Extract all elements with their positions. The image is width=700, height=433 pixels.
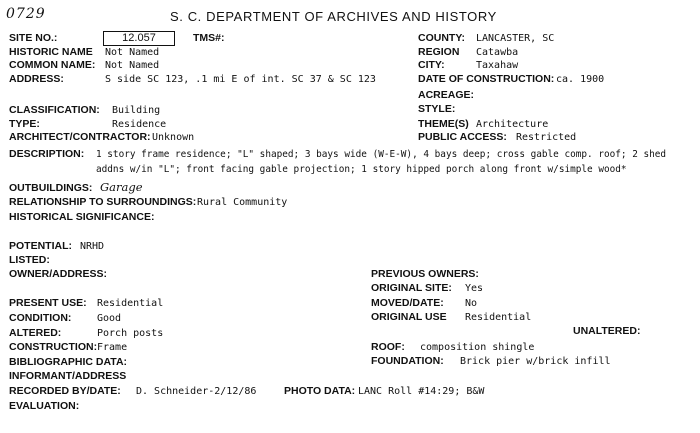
type-label: TYPE: (9, 118, 40, 130)
relationship-label: RELATIONSHIP TO SURROUNDINGS: (9, 196, 197, 208)
region-value: Catawba (476, 47, 519, 58)
architect-label: ARCHITECT/CONTRACTOR: (9, 131, 151, 143)
historical-significance-label: HISTORICAL SIGNIFICANCE: (9, 211, 155, 223)
classification-value: Building (112, 105, 161, 116)
photo-label: PHOTO DATA: (284, 385, 356, 397)
common-name-label: COMMON NAME: (9, 59, 96, 71)
themes-value: Architecture (476, 119, 549, 130)
original-site-label: ORIGINAL SITE: (371, 282, 452, 294)
recorded-value: D. Schneider-2/12/86 (136, 386, 257, 397)
bibliographic-label: BIBLIOGRAPHIC DATA: (9, 356, 128, 368)
city-value: Taxahaw (476, 60, 519, 71)
construction-label: CONSTRUCTION: (9, 341, 98, 353)
potential-label: POTENTIAL: (9, 240, 72, 252)
relationship-value: Rural Community (197, 197, 288, 208)
description-line-1: 1 story frame residence; "L" shaped; 3 bays wide (W-E-W), 4 bays deep; cross gable comp. roof; 2 shed (96, 149, 667, 160)
historic-name-value: Not Named (105, 47, 160, 58)
description-label: DESCRIPTION: (9, 148, 85, 160)
architect-value: Unknown (152, 132, 195, 143)
roof-label: ROOF: (371, 341, 405, 353)
page-title: S. C. DEPARTMENT OF ARCHIVES AND HISTORY (170, 9, 497, 24)
historic-name-label: HISTORIC NAME (9, 46, 93, 58)
present-use-label: PRESENT USE: (9, 297, 87, 309)
tms-label: TMS#: (193, 32, 225, 44)
unaltered-label: UNALTERED: (573, 325, 641, 337)
public-access-value: Restricted (516, 132, 577, 143)
county-label: COUNTY: (418, 32, 466, 44)
acreage-label: ACREAGE: (418, 89, 475, 101)
condition-label: CONDITION: (9, 312, 72, 324)
outbuildings-value: Garage (100, 180, 143, 194)
style-label: STYLE: (418, 103, 456, 115)
foundation-label: FOUNDATION: (371, 355, 444, 367)
description-line-2: addns w/in "L"; front facing gable projection; 1 story hipped porch along front w/simple wood* (96, 164, 627, 175)
previous-owners-label: PREVIOUS OWNERS: (371, 268, 479, 280)
common-name-value: Not Named (105, 60, 160, 71)
site-no-field: 12.057 (103, 31, 175, 46)
roof-value: composition shingle (420, 342, 535, 353)
site-no-label: SITE NO.: (9, 32, 58, 44)
recorded-label: RECORDED BY/DATE: (9, 385, 121, 397)
photo-value: LANC Roll #14:29; B&W (358, 386, 485, 397)
moved-date-label: MOVED/DATE: (371, 297, 444, 309)
date-construction-value: ca. 1900 (556, 74, 605, 85)
date-construction-label: DATE OF CONSTRUCTION: (418, 73, 555, 85)
foundation-value: Brick pier w/brick infill (460, 356, 611, 367)
construction-value: Frame (97, 342, 128, 353)
original-use-label: ORIGINAL USE (371, 311, 447, 323)
outbuildings-label: OUTBUILDINGS: (9, 182, 93, 194)
moved-date-value: No (465, 298, 478, 309)
type-value: Residence (112, 119, 167, 130)
condition-value: Good (97, 313, 122, 324)
altered-label: ALTERED: (9, 327, 62, 339)
listed-label: LISTED: (9, 254, 50, 266)
original-use-value: Residential (465, 312, 532, 323)
public-access-label: PUBLIC ACCESS: (418, 131, 507, 143)
city-label: CITY: (418, 59, 445, 71)
county-value: LANCASTER, SC (476, 33, 555, 44)
themes-label: THEME(S) (418, 118, 469, 130)
original-site-value: Yes (465, 283, 484, 294)
classification-label: CLASSIFICATION: (9, 104, 100, 116)
potential-value: NRHD (80, 241, 105, 252)
form-number: 0729 (6, 6, 46, 22)
altered-value: Porch posts (97, 328, 164, 339)
evaluation-label: EVALUATION: (9, 400, 80, 412)
region-label: REGION (418, 46, 460, 58)
owner-label: OWNER/ADDRESS: (9, 268, 108, 280)
informant-label: INFORMANT/ADDRESS (9, 370, 127, 382)
address-value: S side SC 123, .1 mi E of int. SC 37 & SC 123 (105, 74, 376, 85)
address-label: ADDRESS: (9, 73, 64, 85)
present-use-value: Residential (97, 298, 164, 309)
